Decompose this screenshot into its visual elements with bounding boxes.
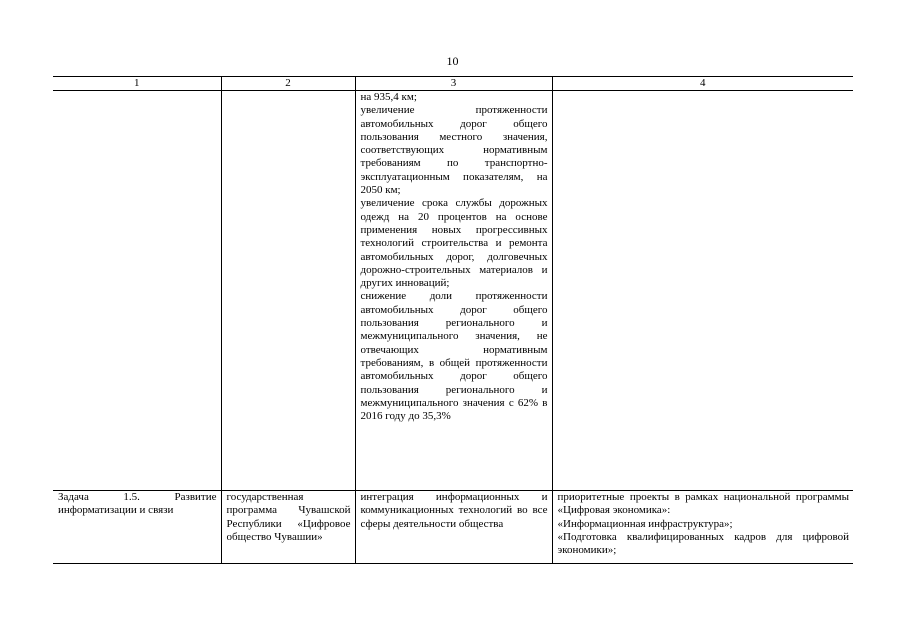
task-cell bbox=[53, 491, 221, 564]
projects-cell bbox=[552, 491, 853, 564]
column-number-3: 3 bbox=[355, 77, 552, 91]
program-cell bbox=[221, 491, 355, 564]
indicator-line: на 935,4 км; bbox=[360, 91, 417, 103]
page-number: 10 bbox=[446, 54, 459, 68]
project-line: «Подготовка квалифицированных кадров для цифровой экономики»; bbox=[557, 530, 849, 557]
indicators-cell bbox=[355, 491, 552, 564]
indicator-line: снижение доли протяженности автомобильных дорог общего пользования регионального и межмуниципального значения, не отвечающих нормативным требованиям, в общей протяженности автомобильных дорог общего пользования регионального и межмуниципального значения с 62% в 2016 году до 35,3% bbox=[360, 290, 548, 423]
program-cell bbox=[221, 91, 355, 491]
column-number-2: 2 bbox=[221, 77, 355, 91]
program-table bbox=[53, 76, 853, 564]
column-number-row bbox=[53, 77, 853, 91]
task-text: Задача 1.5. Развитие информатизации и связи bbox=[58, 491, 217, 517]
column-number-1: 1 bbox=[53, 77, 221, 91]
project-line: приоритетные проекты в рамках национальной программы «Цифровая экономика»: bbox=[557, 491, 849, 517]
program-text: государственная программа Чувашской Республики «Цифровое общество Чувашии» bbox=[226, 491, 351, 543]
projects-cell bbox=[552, 91, 853, 491]
table-row bbox=[53, 491, 853, 564]
indicators-cell bbox=[355, 91, 552, 491]
indicator-line: увеличение срока службы дорожных одежд на 20 процентов на основе применения новых прогрессивных технологий строительства и ремонта автомобильных дорог, долговечных дорожно-строительных материалов и других инноваций; bbox=[360, 197, 548, 290]
table-row bbox=[53, 91, 853, 491]
column-number-4: 4 bbox=[552, 77, 853, 91]
indicator-line: увеличение протяженности автомобильных дорог общего пользования местного значения, соответствующих нормативным требованиям по транспортно-эксплуатационным показателям, на 2050 км; bbox=[360, 104, 548, 197]
task-cell bbox=[53, 91, 221, 491]
project-line: «Информационная инфраструктура»; bbox=[557, 517, 733, 530]
indicator-line: интеграция информационных и коммуникационных технологий во все сферы деятельности общества bbox=[360, 491, 548, 530]
